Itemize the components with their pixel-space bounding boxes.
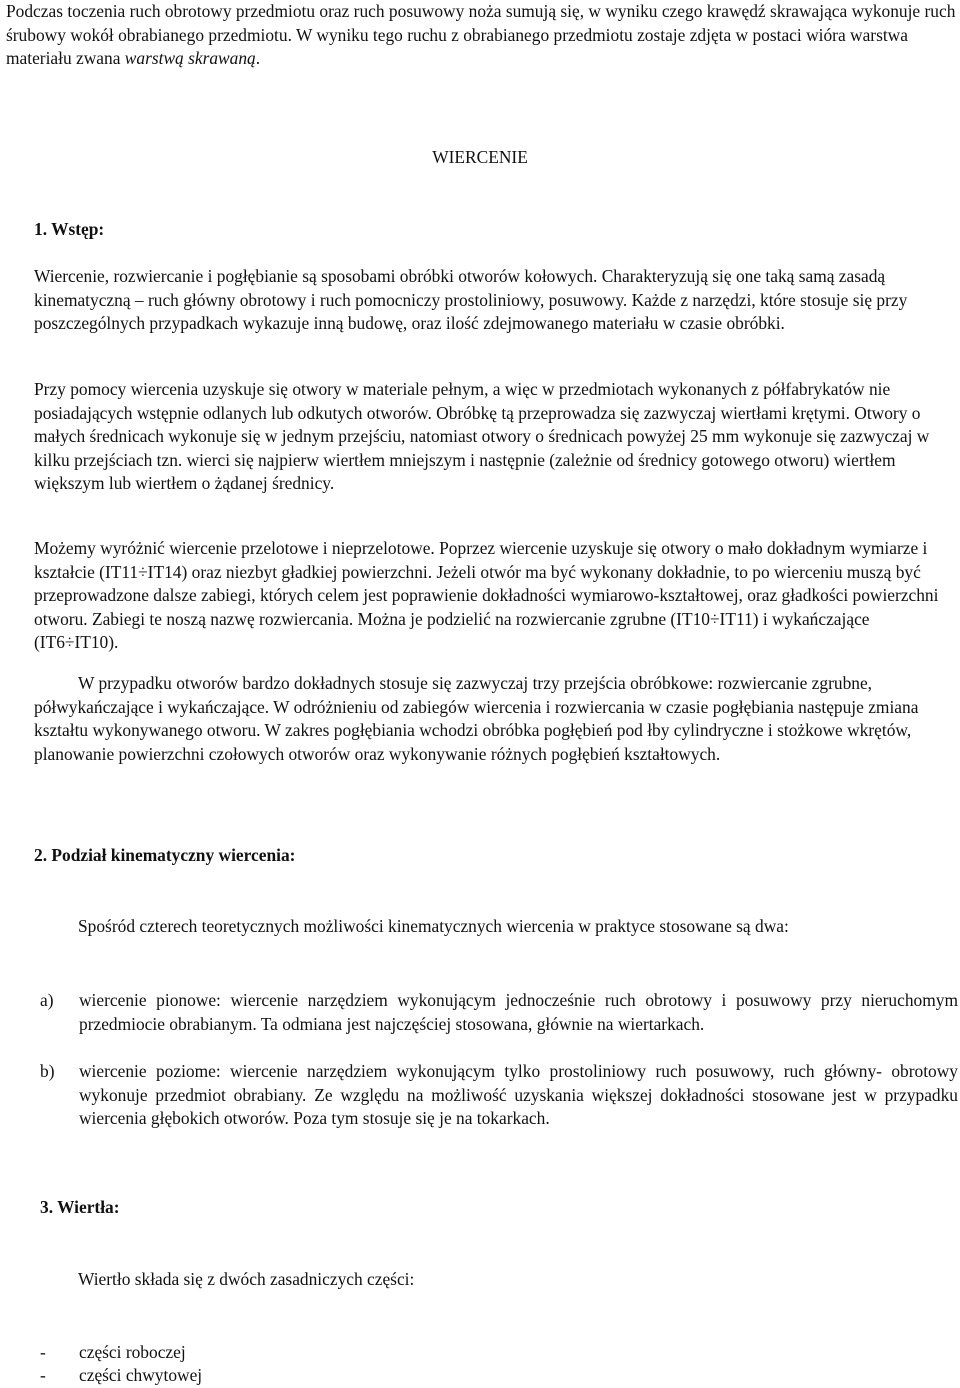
section-2-list-item-a xyxy=(34,989,958,1036)
section-3-list-item-2 xyxy=(34,1364,958,1388)
list-marker: b) xyxy=(40,1061,55,1081)
section-1-paragraph-2: Przy pomocy wiercenia uzyskuje się otwory w materiale pełnym, a więc w przedmiotach wykonanych z półfabrykatów nie posiadających wstępnie odlanych lub odkutych otworów. Obróbkę tą przeprowadza się zazwyczaj wiertłami krętymi. Otwory o małych średnicach wykonuje się w jednym przejściu, natomiast otwory o średnicach powyżej 25 mm wykonuje się zazwyczaj w kilku przejściach tzn. wierci się najpierw wiertłem mniejszym i następnie (zależnie od średnicy gotowego otworu) wiertłem większym lub wiertłem o żądanej średnicy. xyxy=(34,379,930,493)
section-3-heading: 3. Wiertła: xyxy=(40,1197,120,1217)
section-2-intro: Spośród czterech teoretycznych możliwości kinematycznych wiercenia w praktyce stosowane są dwa: xyxy=(78,916,789,936)
list-item-text: wiercenie pionowe: wiercenie narzędziem wykonującym jednocześnie ruch obrotowy i posuwowy przy nieruchomym przedmiocie obrabianym. Ta odmiana jest najczęściej stosowana, głównie na wiertarkach. xyxy=(79,990,958,1034)
section-2-list-item-b xyxy=(34,1060,958,1131)
section-1-paragraph-1: Wiercenie, rozwiercanie i pogłębianie są sposobami obróbki otworów kołowych. Charakteryzują się one taką samą zasadą kinematyczną – ruch główny obrotowy i ruch pomocniczy prostoliniowy, posuwowy. Każde z narzędzi, które stosuje się przy poszczególnych przypadkach wykazuje inną budowę, oraz ilość zdejmowanego materiału w czasie obróbki. xyxy=(34,266,908,333)
section-1-paragraph-4: W przypadku otworów bardzo dokładnych stosuje się zazwyczaj trzy przejścia obróbkowe: rozwiercanie zgrubne, półwykańczające i wykańczające. W odróżnieniu od zabiegów wiercenia i rozwiercania w czasie pogłębiania następuje zmiana kształtu wykonywanego otworu. W zakres pogłębiania wchodzi obróbka pogłębień pod łby cylindryczne i stożkowe wkrętów, planowanie powierzchni czołowych otworów oraz wykonywanie różnych pogłębień kształtowych. xyxy=(34,673,919,764)
list-marker: a) xyxy=(40,990,54,1010)
page-title: WIERCENIE xyxy=(432,147,528,167)
list-item-text: części chwytowej xyxy=(79,1365,203,1385)
list-item-text: części roboczej xyxy=(79,1342,186,1362)
section-1-heading: 1. Wstęp: xyxy=(34,219,105,239)
list-marker: - xyxy=(40,1342,46,1362)
section-2-heading: 2. Podział kinematyczny wiercenia: xyxy=(34,845,296,865)
section-3-intro: Wiertło składa się z dwóch zasadniczych części: xyxy=(78,1269,415,1289)
list-marker: - xyxy=(40,1365,46,1385)
intro-term: warstwą skrawaną xyxy=(124,48,256,68)
intro-paragraph: Podczas toczenia ruch obrotowy przedmiotu oraz ruch posuwowy noża sumują się, w wyniku czego krawędź skrawająca wykonuje ruch śrubowy wokół obrabianego przedmiotu. W wyniku tego ruchu z obrabianego przedmiotu zostaje zdjęta w postaci wióra warstwa materiału zwana warstwą skrawaną. xyxy=(6,1,956,68)
section-1-paragraph-3: Możemy wyróżnić wiercenie przelotowe i nieprzelotowe. Poprzez wiercenie uzyskuje się otwory o mało dokładnym wymiarze i kształcie (IT11÷IT14) oraz niezbyt gładkiej powierzchni. Jeżeli otwór ma być wykonany dokładnie, to po wierceniu muszą być przeprowadzone dalsze zabiegi, których celem jest poprawienie dokładności wymiarowo-kształtowej, oraz gładkości powierzchni otworu. Zabiegi te noszą nazwę rozwiercania. Można je podzielić na rozwiercanie zgrubne (IT10÷IT11) i wykańczające (IT6÷IT10). xyxy=(34,538,939,652)
section-3-list-item-1 xyxy=(34,1341,958,1365)
list-item-text: wiercenie poziome: wiercenie narzędziem wykonującym tylko prostoliniowy ruch posuwowy, ruch główny- obrotowy wykonuje przedmiot obrabiany. Ze względu na możliwość uzyskania większej dokładności stosowane jest w przypadku wiercenia głębokich otworów. Poza tym stosuje się je na tokarkach. xyxy=(79,1061,958,1128)
